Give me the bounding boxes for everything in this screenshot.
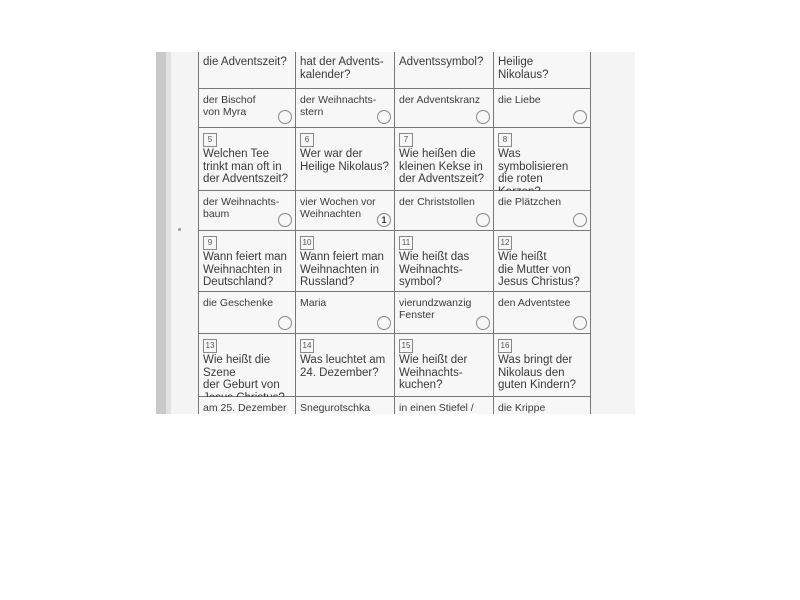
question-number: 9 [203,236,217,250]
question-card [296,231,395,292]
question-text: hat der Advents- kalender? [300,56,384,81]
answer-text: in einen Stiefel / [399,402,474,414]
answer-text: der Weihnachts- baum [203,196,280,220]
answer-text: der Christstollen [399,196,475,208]
answer-circle [476,110,490,124]
question-number: 8 [498,133,512,147]
answer-card [494,397,591,414]
answer-text: der Adventskranz [399,94,481,106]
answer-circle [377,110,391,124]
answer-circle [278,110,292,124]
answer-card [494,292,591,334]
question-card [494,128,591,191]
answer-card [395,191,494,231]
question-text: Wie heißt der Weihnachts- kuchen? [399,354,468,391]
question-card [296,334,395,397]
question-text: Heilige Nikolaus? [498,56,549,81]
question-number: 11 [399,236,413,250]
question-card [494,52,591,89]
question-text: Wann feiert man Weihnachten in Deutschland? [203,251,287,288]
question-text: Was bringt der Nikolaus den guten Kindern? [498,354,577,391]
question-text: Welchen Tee trinkt man oft in der Adventszeit? [203,148,289,185]
answer-text: die Krippe [498,402,546,414]
question-card [198,128,296,191]
answer-text: der Bischof von Myra [203,94,256,118]
answer-card [494,89,591,128]
answer-circle [476,213,490,227]
question-number: 16 [498,339,512,353]
answer-text: die Geschenke [203,297,274,309]
answer-card [198,397,296,414]
question-text: Wann feiert man Weihnachten in Russland? [300,251,384,288]
answer-card [296,292,395,334]
question-number: 15 [399,339,413,353]
quiz-grid [198,52,598,414]
answer-text: Maria [300,297,327,309]
question-text: Wie heißt das Weihnachts- symbol? [399,251,470,288]
scan-edge-shadow [156,52,166,414]
question-text: Adventssymbol? [399,56,484,68]
scanned-worksheet [156,52,635,414]
answer-circle [573,316,587,330]
question-number: 5 [203,133,217,147]
question-number: 14 [300,339,314,353]
question-card [198,52,296,89]
question-card [296,128,395,191]
scan-speck [178,228,181,231]
answer-text: Snegurotschka [300,402,371,414]
answer-card [395,397,494,414]
question-text: Wie heißen die kleinen Kekse in der Adventszeit? [399,148,485,185]
scan-edge-highlight [166,52,171,414]
answer-card [296,89,395,128]
question-card [296,52,395,89]
question-text: Wie heißt die Szene der Geburt von [203,354,280,391]
question-number: 12 [498,236,512,250]
answer-card [198,191,296,231]
question-number: 6 [300,133,314,147]
question-card [395,334,494,397]
answer-text: vierundzwanzig Fenster [399,297,472,321]
answer-card [395,89,494,128]
answer-card [198,89,296,128]
answer-text: am 25. Dezember [203,402,287,414]
question-text: die Adventszeit? [203,56,287,68]
question-text: Wer war der Heilige Nikolaus? [300,148,389,173]
answer-text: der Weihnachts- stern [300,94,377,118]
answer-text: vier Wochen vor Weihnachten [300,196,376,220]
answer-circle [377,316,391,330]
question-card [395,52,494,89]
question-card [198,334,296,397]
answer-text: die Liebe [498,94,541,106]
answer-circle [573,213,587,227]
question-text: Wie heißt die Mutter von Jesus Christus? [498,251,580,288]
answer-circle: 1 [377,213,391,227]
answer-text: die Plätzchen [498,196,562,208]
question-card [198,231,296,292]
answer-circle [573,110,587,124]
answer-circle [278,316,292,330]
question-number: 10 [300,236,314,250]
question-text: Was symbolisieren die roten [498,148,569,185]
question-number: 13 [203,339,217,353]
answer-card [296,397,395,414]
answer-circle [278,213,292,227]
question-card [494,334,591,397]
question-text: Was leuchtet am 24. Dezember? [300,354,386,379]
answer-card [296,191,395,231]
question-card [494,231,591,292]
answer-card [494,191,591,231]
question-card [395,128,494,191]
question-number: 7 [399,133,413,147]
answer-circle [476,316,490,330]
answer-card [198,292,296,334]
answer-card [395,292,494,334]
question-card [395,231,494,292]
answer-text: den Adventstee [498,297,571,309]
